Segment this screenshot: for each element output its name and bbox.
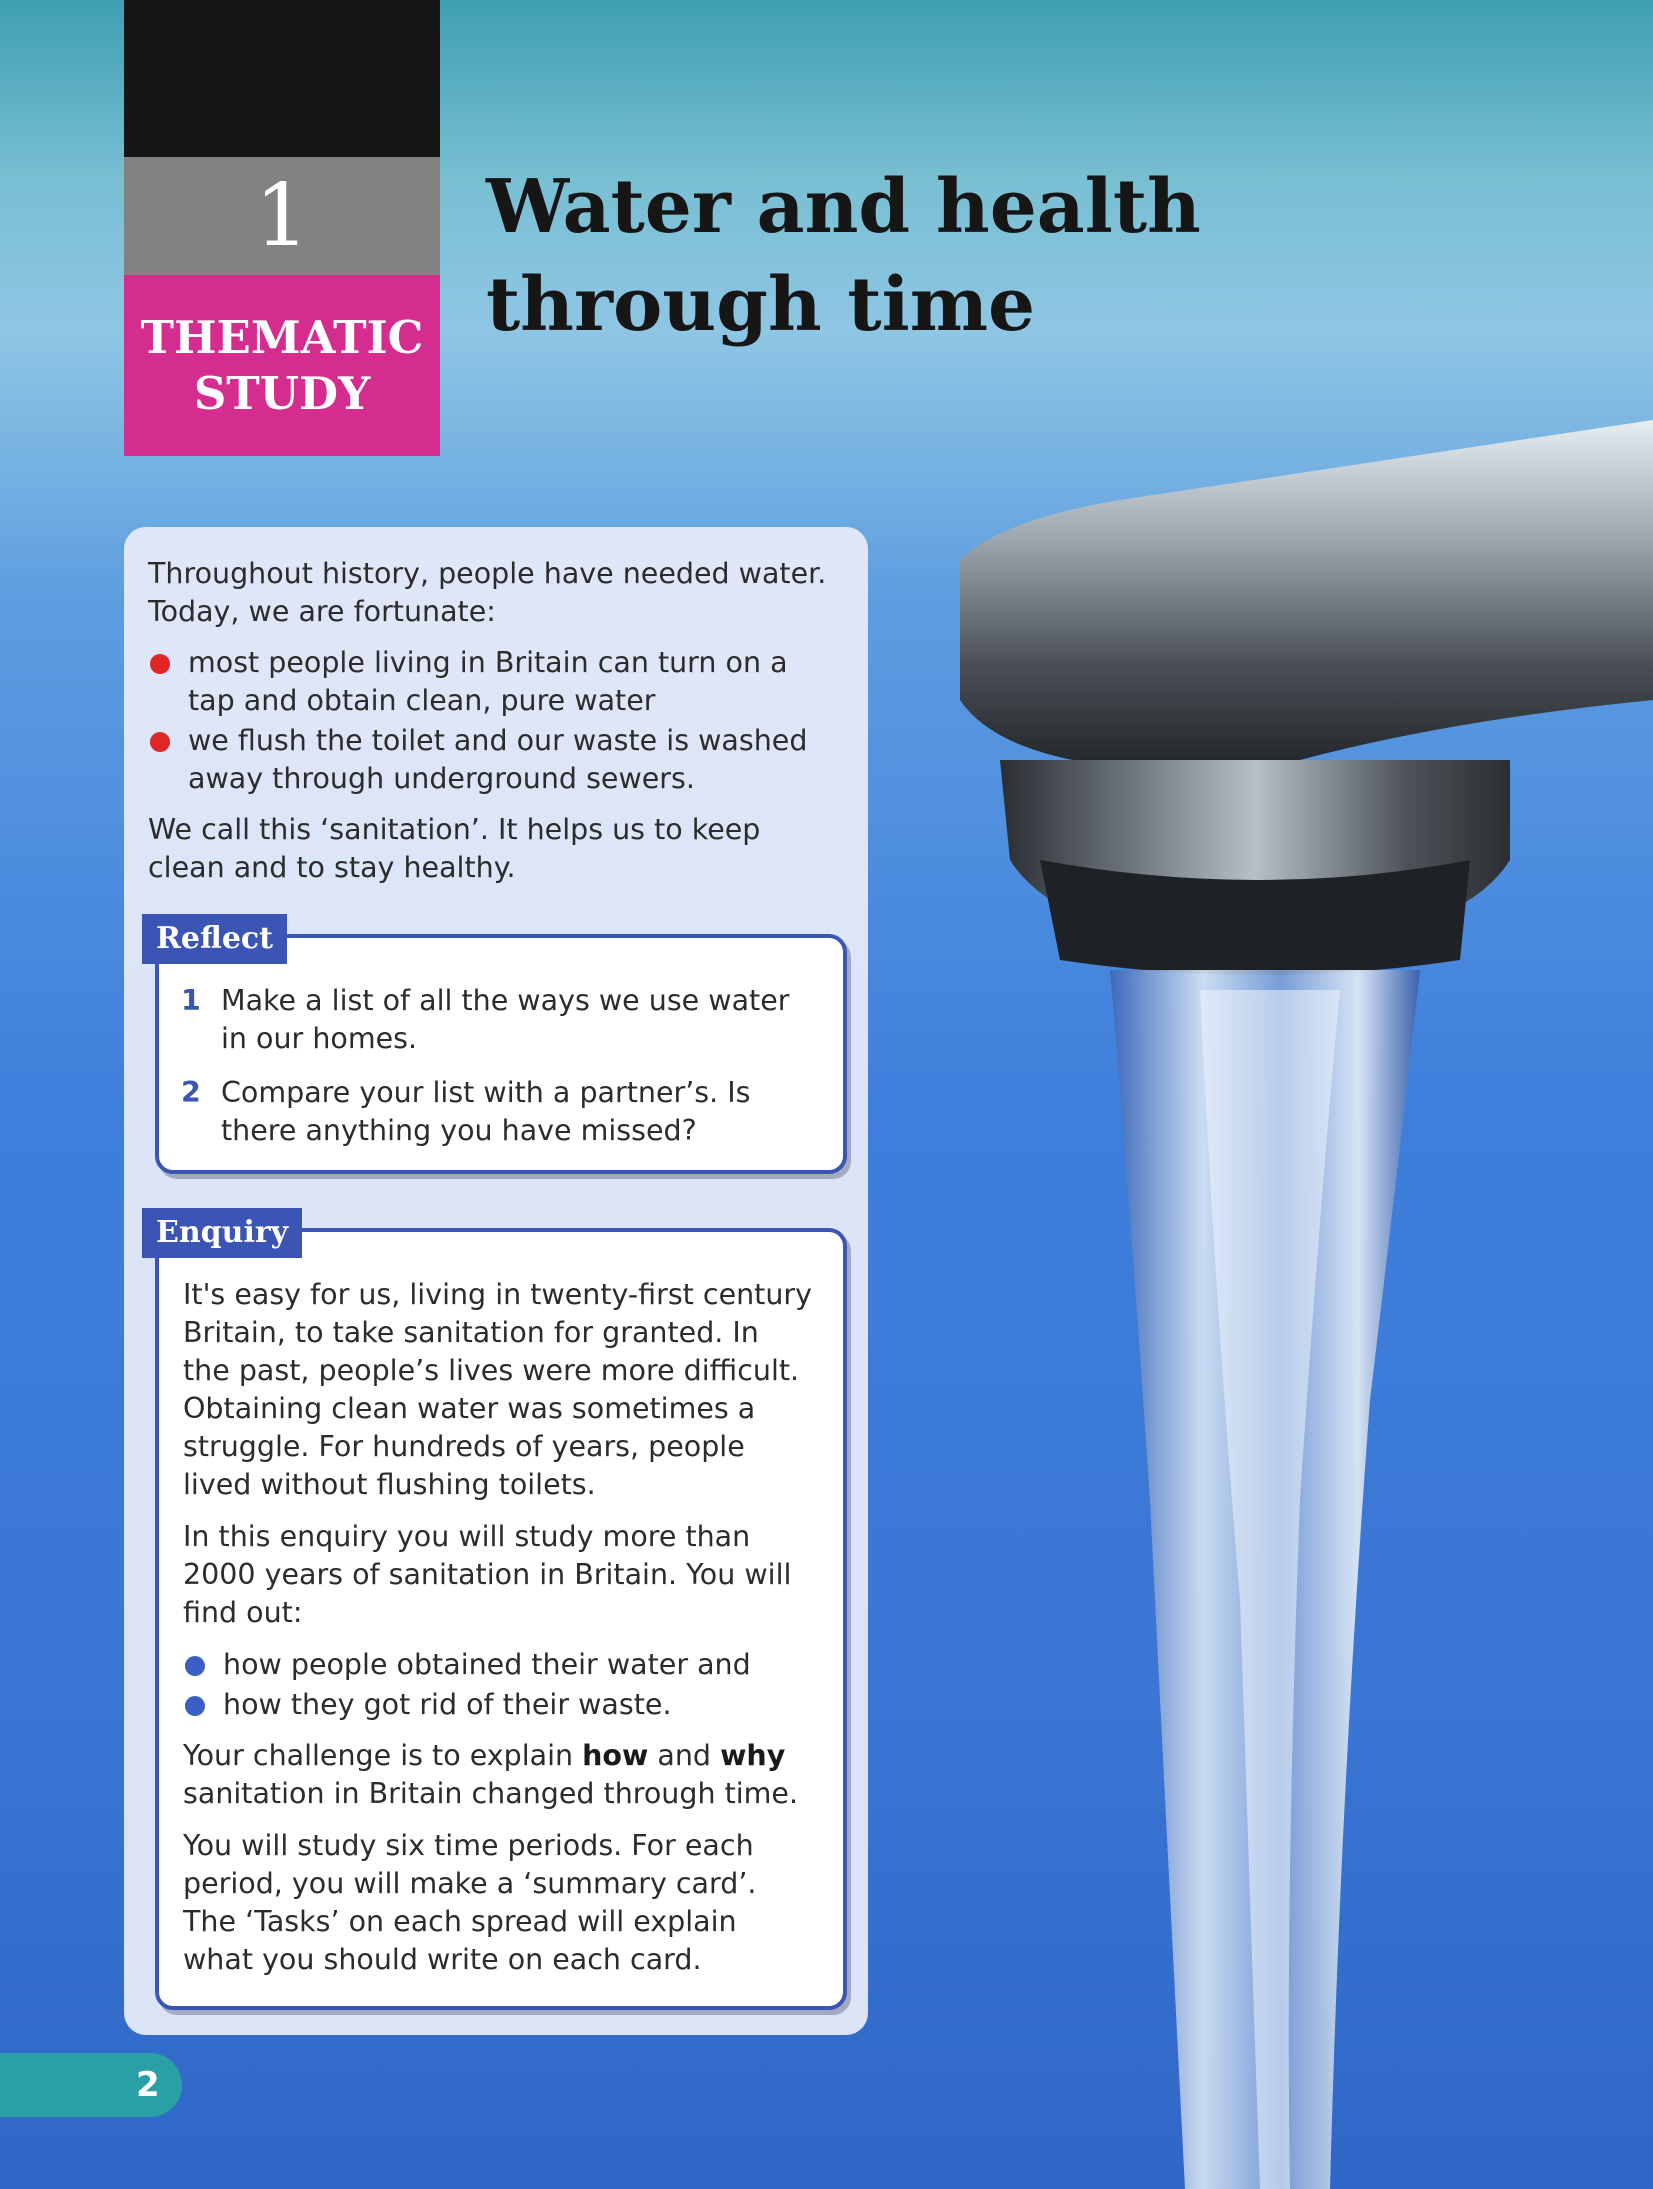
red-bullet-icon [150, 654, 170, 674]
thematic-study-label [124, 310, 440, 422]
question-text: Compare your list with a partner’s. Is there anything you have missed? [221, 1076, 751, 1147]
reflect-box [155, 934, 847, 1174]
reflect-heading: Reflect [142, 914, 287, 964]
intro-paragraph-1: Throughout history, people have needed water. Today, we are fortunate: [148, 557, 827, 628]
list-item [148, 722, 838, 798]
intro-bullet-list [148, 644, 838, 798]
enquiry-bullet-list [183, 1646, 813, 1724]
enquiry-box [155, 1228, 847, 2010]
bullet-text: we flush the toilet and our waste is washed away through underground sewers. [188, 724, 808, 795]
enquiry-text [183, 1276, 813, 1993]
chapter-number: 1 [254, 166, 310, 266]
bullet-text: most people living in Britain can turn on a tap and obtain clean, pure water [188, 646, 788, 717]
intro-section [148, 555, 838, 900]
enquiry-paragraph-2: In this enquiry you will study more than 2000 years of sanitation in Britain. You will find out: [183, 1520, 792, 1629]
enquiry-heading: Enquiry [142, 1208, 302, 1258]
list-item [183, 1646, 813, 1684]
title-line2: through time [486, 262, 1036, 348]
page-title [486, 158, 1386, 354]
chapter-tab [124, 0, 440, 456]
list-item [183, 1686, 813, 1724]
question-number: 2 [181, 1076, 201, 1109]
tab-black-band [124, 0, 440, 157]
enquiry-paragraph-1: It's easy for us, living in twenty-first century Britain, to take sanitation for granted. In the past, people’s lives were more difficult. Obtaining clean water was sometimes a struggle. For hundreds of years, people lived without flushing toilets. [183, 1278, 812, 1501]
red-bullet-icon [150, 732, 170, 752]
title-line1: Water and health [486, 164, 1201, 250]
enquiry-challenge-paragraph [183, 1737, 813, 1813]
blue-bullet-icon [185, 1696, 205, 1716]
intro-paragraph-2: We call this ‘sanitation’. It helps us to keep clean and to stay healthy. [148, 813, 761, 884]
page-number: 2 [0, 2053, 182, 2117]
challenge-how: how [582, 1739, 649, 1772]
enquiry-paragraph-4: You will study six time periods. For each period, you will make a ‘summary card’. The ‘Tasks’ on each spread will explain what you should write on each card. [183, 1829, 757, 1976]
bullet-text: how they got rid of their waste. [223, 1688, 672, 1721]
reflect-question-list [181, 982, 821, 1166]
tab-label-line1: THEMATIC [140, 311, 424, 364]
question-text: Make a list of all the ways we use water in our homes. [221, 984, 790, 1055]
list-item [181, 1074, 821, 1150]
tab-label-line2: STUDY [193, 367, 371, 420]
challenge-why: why [720, 1739, 786, 1772]
bullet-text: how people obtained their water and [223, 1648, 751, 1681]
challenge-suffix: sanitation in Britain changed through time. [183, 1777, 799, 1810]
question-number: 1 [181, 984, 201, 1017]
blue-bullet-icon [185, 1656, 205, 1676]
list-item [148, 644, 838, 720]
challenge-prefix: Your challenge is to explain [183, 1739, 583, 1772]
list-item [181, 982, 821, 1058]
challenge-and: and [648, 1739, 721, 1772]
